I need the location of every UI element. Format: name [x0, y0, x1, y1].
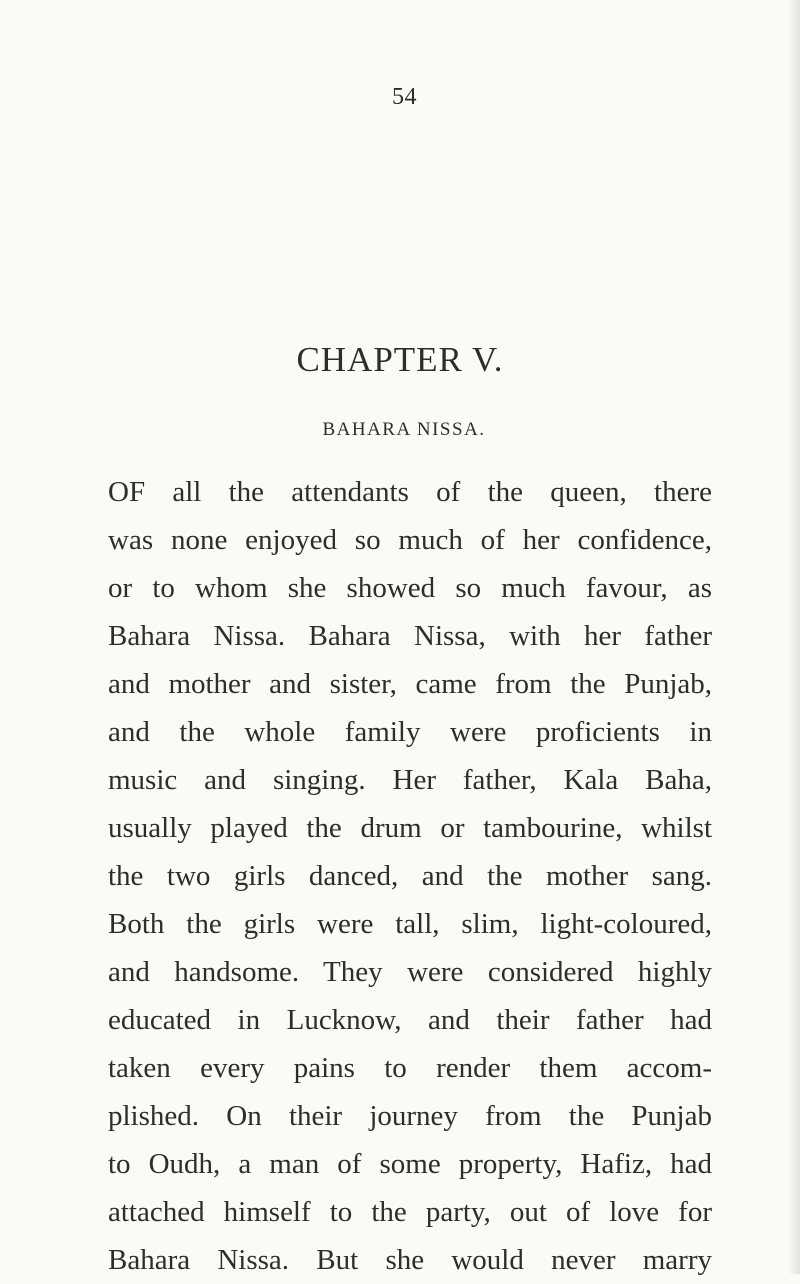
- text-line: plished. On their journey from the Punjab: [108, 1100, 712, 1132]
- chapter-title: CHAPTER V.: [296, 340, 504, 379]
- text-line: attached himself to the party, out of love for: [108, 1196, 712, 1228]
- text-line: Both the girls were tall, slim, light-coloured,: [108, 908, 712, 940]
- text-line: and the whole family were proficients in: [108, 716, 712, 748]
- text-line: and handsome. They were considered highly: [108, 956, 712, 988]
- text-line: to Oudh, a man of some property, Hafiz, had: [108, 1148, 712, 1180]
- page-edge-shadow: [788, 0, 800, 1274]
- chapter-subtitle: BAHARA NISSA.: [322, 419, 486, 440]
- text-line: and mother and sister, came from the Punjab,: [108, 668, 712, 700]
- text-line: music and singing. Her father, Kala Baha,: [108, 764, 712, 796]
- text-line: Bahara Nissa. But she would never marry: [108, 1244, 712, 1276]
- page-number: 54: [392, 84, 417, 110]
- text-line: Bahara Nissa. Bahara Nissa, with her father: [108, 620, 712, 652]
- text-line: the two girls danced, and the mother sang.: [108, 860, 712, 892]
- text-line: taken every pains to render them accom-: [108, 1052, 712, 1084]
- text-line: was none enjoyed so much of her confidence,: [108, 524, 712, 556]
- text-line: educated in Lucknow, and their father had: [108, 1004, 712, 1036]
- body-text: [108, 468, 712, 1284]
- text-line: or to whom she showed so much favour, as: [108, 572, 712, 604]
- text-line: OF all the attendants of the queen, there: [108, 476, 712, 508]
- text-line: usually played the drum or tambourine, whilst: [108, 812, 712, 844]
